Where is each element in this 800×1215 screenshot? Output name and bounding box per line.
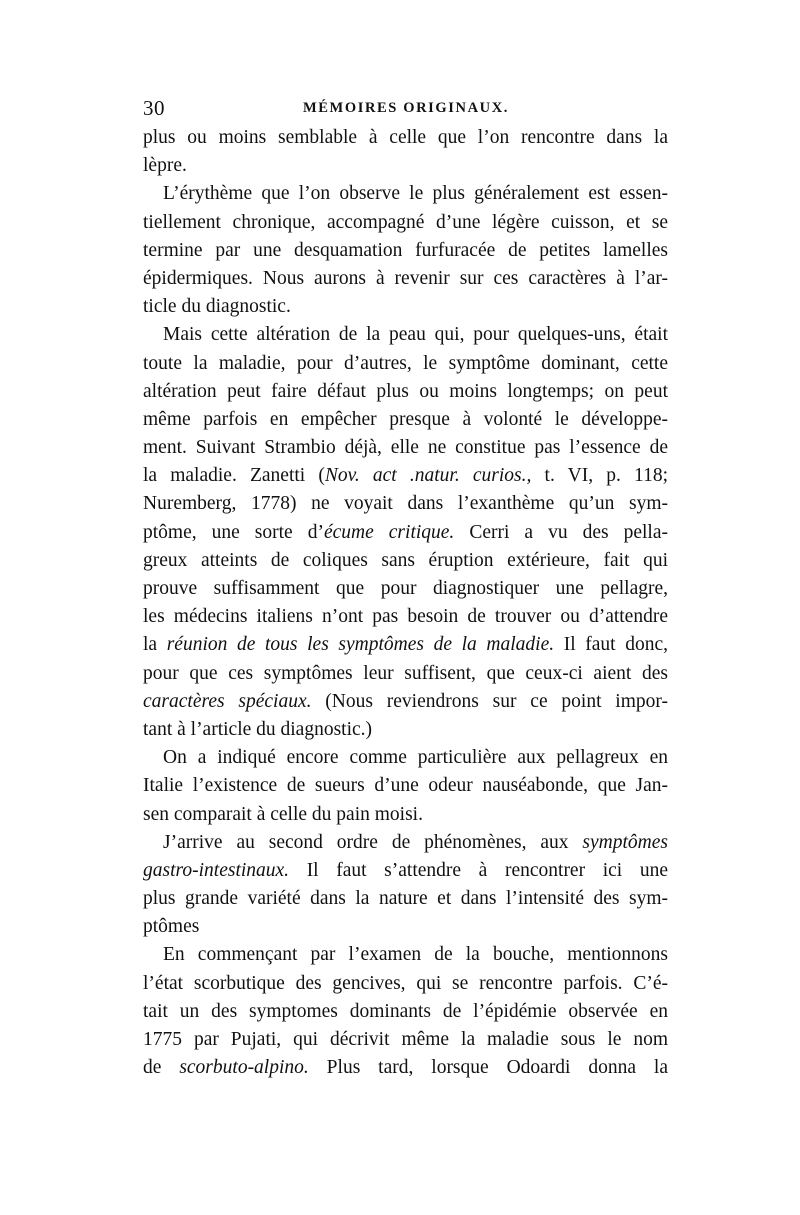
text-line	[143, 209, 668, 237]
text-run: la maladie. Zanetti (	[143, 465, 325, 487]
text-line	[143, 350, 668, 378]
text-line	[143, 631, 668, 659]
text-run: même parfois en empêcher presque à volonté le développe-	[143, 408, 668, 430]
text-run: pour que ces symptômes leur suffisent, que ceux-ci aient des	[143, 662, 668, 684]
text-line	[143, 801, 668, 829]
text-line	[143, 406, 668, 434]
body-text	[143, 124, 668, 1082]
text-run: ticle du diagnostic.	[143, 296, 291, 318]
text-line	[143, 434, 668, 462]
italic-text: écume critique.	[323, 521, 455, 543]
text-line	[143, 857, 668, 885]
text-line	[143, 1026, 668, 1054]
text-run: sen comparait à celle du pain moisi.	[143, 803, 423, 825]
text-line	[143, 970, 668, 998]
italic-text: symptômes	[582, 831, 668, 853]
text-line	[143, 688, 668, 716]
text-run: ment. Suivant Strambio déjà, elle ne constitue pas l’essence de	[143, 437, 668, 459]
text-line	[143, 321, 668, 349]
italic-text: réunion de tous les symptômes de la maladie.	[166, 634, 555, 656]
text-line	[143, 829, 668, 857]
text-run: prouve suffisamment que pour diagnostiquer une pellagre,	[143, 578, 668, 599]
text-line	[143, 462, 668, 490]
page-number: 30	[143, 96, 165, 120]
text-line	[143, 152, 668, 180]
text-run: la	[143, 634, 167, 656]
text-run: toute la maladie, pour d’autres, le symptôme dominant, cette	[143, 352, 668, 374]
text-line	[143, 998, 668, 1026]
italic-text: gastro-intestinaux.	[143, 859, 290, 881]
running-head	[143, 96, 668, 126]
italic-text: caractères spéciaux.	[143, 690, 312, 712]
text-run: En commençant par l’examen de la bouche, mentionnons	[163, 944, 668, 966]
text-line	[143, 913, 668, 941]
text-run: de	[143, 1057, 180, 1079]
text-line	[143, 293, 668, 321]
text-run: (Nous reviendrons sur ce point impor-	[311, 690, 668, 712]
text-line	[143, 744, 668, 772]
text-line	[143, 885, 668, 913]
running-title: MÉMOIRES ORIGINAUX.	[303, 100, 510, 116]
text-line	[143, 519, 668, 547]
text-run: On a indiqué encore comme particulière aux pellagreux en	[163, 747, 668, 769]
text-run: L’érythème que l’on observe le plus généralement est essen-	[163, 183, 668, 205]
text-line	[143, 772, 668, 800]
text-line	[143, 660, 668, 688]
text-run: l’état scorbutique des gencives, qui se rencontre parfois. C’é-	[143, 972, 668, 994]
text-run: termine par une desquamation furfuracée de petites lamelles	[143, 239, 668, 261]
text-run: 1775 par Pujati, qui décrivit même la maladie sous le nom	[143, 1029, 668, 1050]
text-line	[143, 237, 668, 265]
text-run: t. VI, p. 118;	[531, 465, 668, 487]
text-line	[143, 180, 668, 208]
text-line	[143, 124, 668, 152]
text-run: Mais cette altération de la peau qui, pour quelques-uns, était	[163, 324, 668, 346]
text-line	[143, 1054, 668, 1082]
text-run: greux atteints de coliques sans éruption extérieure, fait qui	[143, 549, 668, 571]
text-line	[143, 265, 668, 293]
text-line	[143, 378, 668, 406]
text-run: tait un des symptomes dominants de l’épidémie observée en	[143, 1000, 668, 1022]
text-run: ptômes	[143, 916, 200, 938]
text-line	[143, 547, 668, 575]
text-run: Il faut donc,	[554, 634, 668, 656]
text-line	[143, 575, 668, 603]
text-run: altération peut faire défaut plus ou moins longtemps; on peut	[143, 380, 668, 402]
text-run: lèpre.	[143, 155, 187, 177]
text-run: les médecins italiens n’ont pas besoin de trouver ou d’attendre	[143, 606, 668, 628]
text-line	[143, 490, 668, 518]
text-run: ptôme, une sorte d’	[143, 521, 324, 543]
text-run: tant à l’article du diagnostic.)	[143, 718, 373, 740]
italic-text: Nov. act .natur. curios.,	[324, 465, 532, 487]
text-run: Cerri a vu des pella-	[454, 521, 668, 543]
text-line	[143, 941, 668, 969]
text-line	[143, 603, 668, 631]
text-run: J’arrive au second ordre de phénomènes, aux	[163, 831, 583, 853]
text-run: plus grande variété dans la nature et dans l’intensité des sym-	[143, 888, 668, 910]
text-run: épidermiques. Nous aurons à revenir sur ces caractères à l’ar-	[143, 267, 668, 289]
text-run: Nuremberg, 1778) ne voyait dans l’exanthème qu’un sym-	[143, 493, 668, 515]
text-run: Plus tard, lorsque Odoardi donna la	[308, 1057, 669, 1079]
text-run: Il faut s’attendre à rencontrer ici une	[289, 859, 668, 881]
text-run: Italie l’existence de sueurs d’une odeur nauséabonde, que Jan-	[143, 775, 668, 797]
text-line	[143, 716, 668, 744]
italic-text: scorbuto-alpino.	[179, 1057, 309, 1079]
text-run: plus ou moins semblable à celle que l’on rencontre dans la	[143, 127, 668, 148]
text-run: tiellement chronique, accompagné d’une légère cuisson, et se	[143, 211, 668, 233]
